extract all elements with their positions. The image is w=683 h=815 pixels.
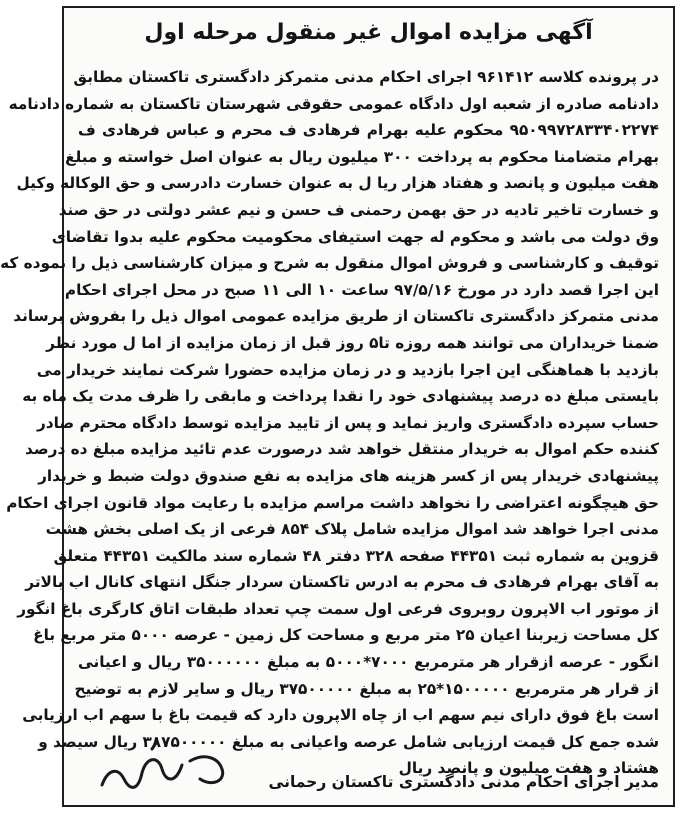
notice-line: هشتاد و هفت میلیون و پانصد ریال [398,759,659,778]
notice-line: دادنامه صادره از شعبه اول دادگاه عمومی حقوقی شهرستان تاکستان به شماره دادنامه [8,94,659,113]
notice-line: کل مساحت زیربنا اعیان ۲۵ متر مربع و مساحت کل زمین - عرصه ۵۰۰۰ متر مربع باغ [33,626,659,645]
notice-line: از قرار هر مترمربع ۱۵۰۰۰۰۰*۲۵ به مبلغ ۳۷۵۰۰۰۰۰ ریال و سایر لازم به توضیح [74,679,659,698]
notice-line: مدنی اجرا خواهد شد اموال مزایده شامل پلاک ۸۵۴ فرعی از یک اصلی بخش هشت [45,520,659,539]
notice-line: این اجرا قصد دارد در مورخ ۹۷/۵/۱۶ ساعت ۱۰ الی ۱۱ صبح در محل اجرای احکام [64,280,659,299]
notice-line: هفت میلیون و پانصد و هفتاد هزار ریا ل به عنوان خسارت دادرسی و حق الوکاله وکیل [16,174,659,193]
auction-notice [0,6,675,807]
notice-line: انگور - عرصه ازقرار هر مترمربع ۷۰۰۰*۵۰۰۰ به مبلغ ۳۵۰۰۰۰۰۰ ریال و اعیانی [78,653,659,672]
notice-line: کننده حکم اموال به خریدار منتقل خواهد شد درصورت عدم تائید مزایده مبلغ ده درصد [25,440,659,459]
notice-line: بهرام متضامنا محکوم به پرداخت ۳۰۰ میلیون ریال به عنوان اصل خواسته و مبلغ [65,147,659,166]
notice-line: و خسارت تاخیر تادیه در حق بهمن رحمنی ف حسن و نیم عشر دولتی در حق صند [58,200,659,219]
notice-line: ضمنا خریداران می توانند همه روزه تا۵ روز قبل از زمان مزایده از اما ل مورد نظر [46,333,659,352]
notice-line: قزوین به شماره ثبت ۴۴۳۵۱ صفحه ۳۲۸ دفتر ۴۸ شماره سند مالکیت ۴۴۳۵۱ متعلق [53,546,659,565]
notice-line: وق دولت می باشد و محکوم له جهت استیفای محکومیت محکوم علیه بدوا تقاضای [51,227,659,246]
notice-line: به آقای بهرام فرهادی ف محرم به ادرس تاکستان سردار جنگل انتهای کانال اب بالاتر [25,573,659,592]
notice-line: است باغ فوق دارای نیم سهم اب از چاه الاپرون دارد که قیمت باغ با سهم اب ارزیابی [22,706,659,725]
notice-title: آگهی مزایده اموال غیر منقول مرحله اول [144,20,593,45]
signature-line: مدیر اجرای احکام مدنی دادگستری تاکستان رحمانی [268,773,659,791]
notice-line: حق هیچگونه اعتراضی را نخواهد داشت مراسم مزایده با رعایت مواد قانون اجرای احکام [6,493,659,512]
notice-body [0,64,659,782]
notice-line: پیشنهادی خریدار پس از کسر هزینه های مزایده به نفع صندوق دولت ضبط و خریدار [38,466,659,485]
notice-line: بازدید با هماهنگی این اجرا بازدید و در زمان مزایده حضورا شرکت نمایند خریدار می [36,360,659,379]
notice-line: بایستی مبلغ ده درصد پیشنهادی خود را نقدا پرداخت و مابقی را ظرف مدت یک ماه به [22,387,659,406]
notice-line: شده جمع کل قیمت ارزیابی شامل عرصه واعیانی به مبلغ ۳۸۷۵۰۰۰۰۰ ریال سیصد و [38,732,659,751]
notice-line: از موتور اب الاپرون روبروی فرعی اول سمت چپ تعداد طبقات اتاق کارگری باغ انگور [17,599,659,618]
notice-line: در پرونده کلاسه ۹۶۱۴۱۲ اجرای احکام مدنی متمرکز دادگستری تاکستان مطابق [73,68,659,86]
handwritten-signature [94,739,234,799]
notice-line: توقیف و کارشناسی و فروش اموال منقول به شرح و میزان کارشناسی ذیل را نموده که [0,254,659,273]
notice-line: حساب سپرده دادگستری واریز نماید و پس از تایید مزایده توسط دادگاه محترم صادر [36,413,659,432]
notice-line: ۹۵۰۹۹۷۲۸۳۳۴۰۲۲۷۴ محکوم علیه بهرام فرهادی ف محرم و عباس فرهادی ف [78,121,659,140]
notice-line: مدنی متمرکز دادگستری تاکستان از طریق مزایده عمومی اموال ذیل را بفروش برساند [13,307,659,326]
